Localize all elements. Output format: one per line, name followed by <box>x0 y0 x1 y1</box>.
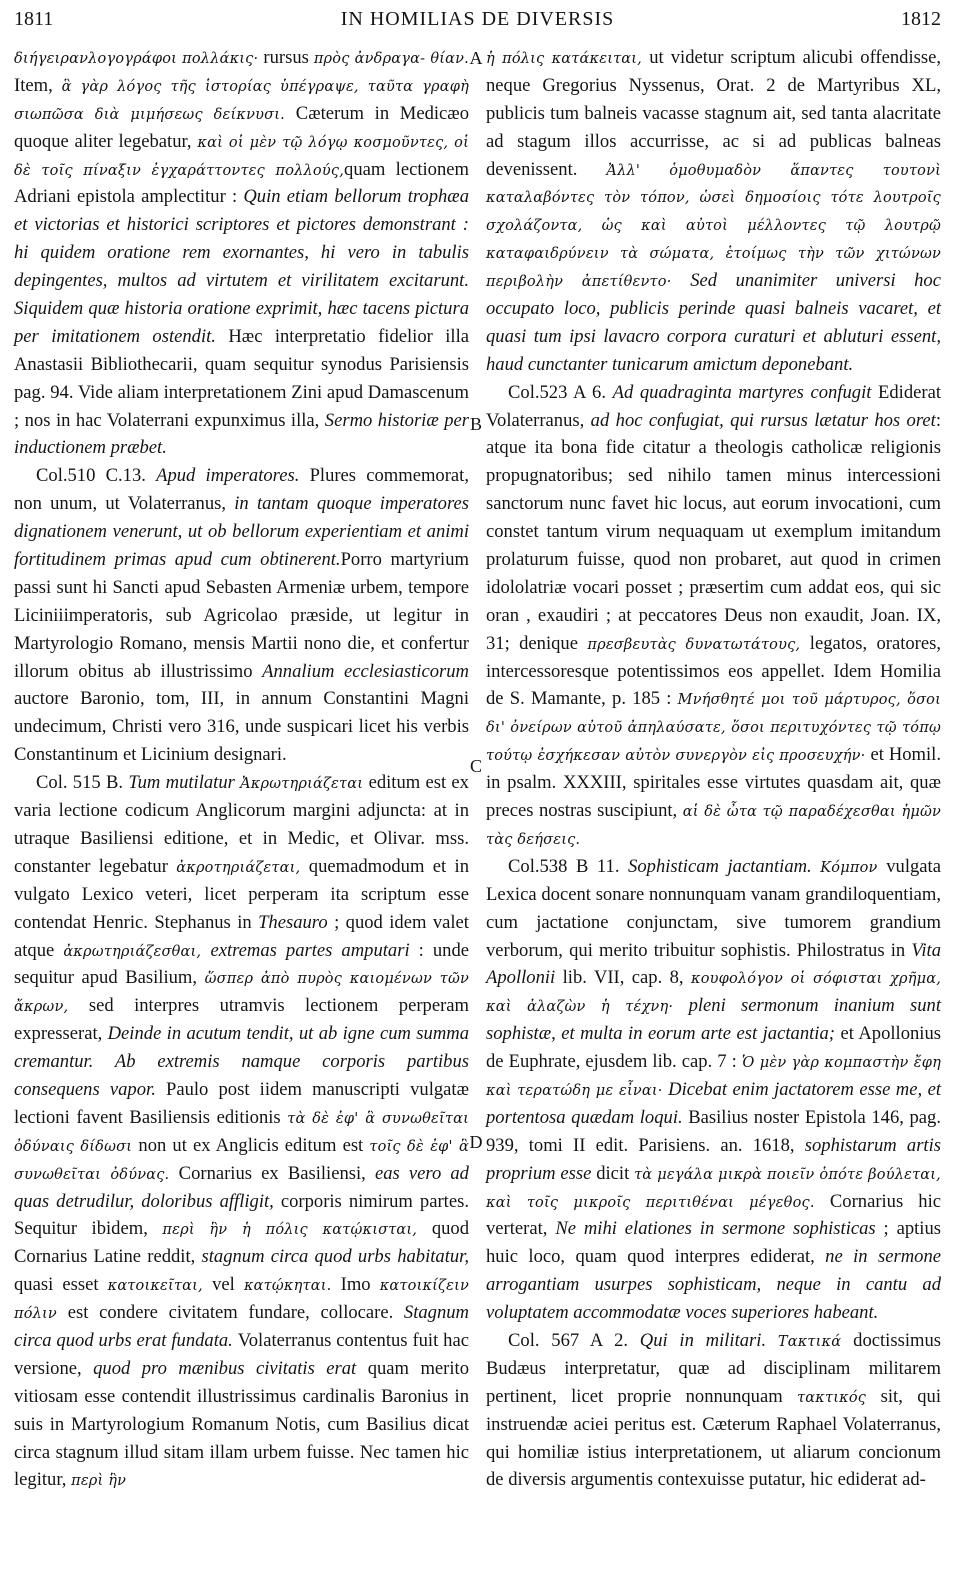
text-run: et Apollonius de Euphrate, ejusdem lib. cap. 7 : <box>486 1023 941 1073</box>
text-run: Item, <box>14 74 62 96</box>
text-run: : unde sequitur apud Basilium, <box>14 939 470 989</box>
text-run: legatos, oratores, intercessoresque potentissimos eos appellet. Idem Homilia de S. Mamante, p. 185 : <box>486 632 941 710</box>
margin-letter-d: D <box>469 1132 483 1152</box>
italic-text: Ne mihi elationes in sermone sophisticas <box>555 1218 884 1240</box>
text-run: editum est ex varia lectione codicum Anglicorum margini adjuncta: at in utraque Basiliensi editione, et in Medic, et Olivar. mss. constanter legebatur <box>14 772 469 877</box>
margin-letter-c: C <box>469 756 482 776</box>
margin-letter-a: A <box>469 48 483 68</box>
greek-text: Κόμπον <box>820 859 887 876</box>
text-run: et Homil. in psalm. XXXIII, spiritales esse virtutes quasdam ait, quæ preces nostras suscipiunt, <box>486 744 941 822</box>
margin-letter-b: B <box>469 414 482 434</box>
text-run: vulgata Lexica docent sonare nonnunquam vanam grandiloquentiam, cum jactatione conjunctam, sive tumorem grandium verborum, qui merito tribuitur sophistis. Philostratus in <box>486 855 941 961</box>
text-run: Basilius noster Epistola 146, pag. 939, tomi II edit. Parisiens. an. 1618, <box>486 1106 941 1156</box>
text-run: Imo <box>340 1274 380 1296</box>
paragraph <box>14 462 469 769</box>
greek-text: ἡ πόλις κατάκειται, <box>486 51 650 67</box>
text-run: Col. 567 A 2. <box>508 1329 640 1351</box>
italic-text: in tantam quoque imperatores dignationem venerunt, ut ob bellorum experientiam et animi fortitudinem primas apud cum obtinerent. <box>14 493 469 571</box>
page-header <box>14 6 941 32</box>
greek-text: κατοικίζειν πόλιν <box>14 1278 469 1323</box>
paragraph <box>486 44 941 379</box>
italic-text: Tum mutilatur <box>128 772 241 794</box>
italic-text: ad hoc confugiat, qui rursus lætatur hos oret <box>590 409 936 431</box>
greek-text: αἱ δὲ ὦτα τῷ παραδέχεσθαι ἡμῶν τὰς δεήσεις. <box>486 804 941 848</box>
greek-text: τοῖς δὲ ἐφ' ἃ συνωθεῖται ὀδύνας. <box>14 1138 469 1183</box>
greek-text: κατῴκηται. <box>243 1278 341 1295</box>
greek-text: Ἀκρωτηριάζεται <box>240 776 369 793</box>
greek-text: ἃ γὰρ λόγος τῆς ἱστορίας ὑπέγραψε, ταῦτα γραφὴ σιωπῶσα διὰ μιμήσεως δείκνυσι. <box>14 78 469 123</box>
paragraph <box>486 379 941 853</box>
greek-text: διήγειρανλογογράφοι πολλάκις· <box>14 51 264 67</box>
greek-text: περὶ ἣν ἡ πόλις κατῴκισται, <box>162 1222 432 1239</box>
text-run: Cornarius hic verterat, <box>486 1190 941 1240</box>
text-run: Plures commemorat, non unum, ut Volaterranus, <box>14 465 469 515</box>
greek-text: ἀκροτηριάζεται, <box>176 859 309 876</box>
italic-text: ne in sermone arrogantiam usurpes sophisticam, neque in cantu ad voluptatem accommodatæ voces superiores habeant. <box>486 1246 941 1324</box>
text-run: ut videtur scriptum alicubi offendisse, neque Gregorius Nyssenus, Orat. 2 de Martyribus XL, publicis tum balneis vacasse stagnum ait, sed tanta alacritate ad stagum illos accurrisse, ac si ad publicas balneas devenissent. <box>486 47 941 180</box>
greek-text: καὶ οἱ μὲν τῷ λόγῳ κοσμοῦντες, οἱ δὲ τοῖς πίναξιν ἐγχαράττοντες πολλούς, <box>14 134 469 179</box>
italic-text: Stagnum circa quod urbs erat fundata. <box>14 1302 469 1351</box>
text-run: vel <box>212 1274 244 1296</box>
text-run: quam lectionem Adriani epistola amplectitur : <box>14 158 469 208</box>
italic-text: Sophisticam jactantiam. <box>628 855 821 877</box>
paragraph <box>486 853 941 1327</box>
text-run: Col.538 B 11. <box>508 855 629 877</box>
text-run: corporis nimirum partes. Sequitur ibidem, <box>14 1190 469 1240</box>
italic-text: Vita Apollonii <box>486 939 941 989</box>
text-run: dicit <box>596 1162 635 1184</box>
text-run: ; aptius huic loco, quam quod interpres ediderat, <box>486 1218 942 1268</box>
italic-text: extremas partes amputari <box>210 939 419 961</box>
italic-text: Quin etiam bellorum trophæa et victorias et historici scriptores et pictores demonstrant : hi quidem oratione rem exornantes, hi vero in tabulis depingentes, multos ad virtutem et virilitatem excitarunt. Siquidem quæ historia oratione exprimit, hæc tacens pictura per imitationem ostendit. <box>14 186 469 347</box>
text-run: est condere civitatem fundare, collocare. <box>67 1302 404 1324</box>
text-run: quam merito vitiosam esse contendit illustrissimus cardinalis Baronius in suis in Martyrologium Romanum Notis, cum Basilius dicat circa stagnum illud sitam illam urbem fuisse. Nec tamen hic legitur, <box>14 1357 469 1491</box>
text-run: Porro martyrium passi sunt hi Sancti apud Sebasten Armeniæ urbem, tempore Liciniiimperatoris, sub Agricolao præside, ut legitur in Martyrologio Romano, mensis Martii nono die, et confertur illorum obitus ab illustrissimo <box>14 549 469 682</box>
text-run: Col. 515 B. <box>36 772 129 794</box>
text-run: Paulo post iidem manuscripti vulgatæ lectioni favent Basiliensis editionis <box>14 1078 469 1128</box>
text-run: lib. VII, cap. 8, <box>562 967 691 989</box>
text-run: auctore Baronio, tom, III, in annum Constantini Magni undecimum, Christi vero 316, unde suspicari licet his verbis Constantinum et Licinium designari. <box>14 688 469 766</box>
italic-text: Sed unanimiter universi hoc occupato loco, publicis perinde quasi balneis vacaret, et quasi tum ipsi lavacro corpora curaturi et abluturi essent, haud cunctanter tunicarum amictum deponebant. <box>486 270 941 375</box>
italic-text: Apud imperatores. <box>156 465 310 487</box>
italic-text: eas vero ad quas detrudilur, doloribus affligit, <box>14 1162 469 1212</box>
greek-text: τακτικός <box>797 1389 881 1406</box>
italic-text: Deinde in acutum tendit, ut ab igne cum summa cremantur. Ab extremis namque corporis partibus consequens vapor. <box>14 1023 469 1100</box>
greek-text: θίαν. <box>425 51 469 67</box>
italic-text: Annalium ecclesiasticorum <box>262 660 469 682</box>
paragraph <box>14 44 469 462</box>
text-run: rursus <box>263 47 314 68</box>
italic-text: Ad quadraginta martyres confugit <box>612 381 879 403</box>
running-title: IN HOMILIAS DE DIVERSIS <box>340 8 615 30</box>
paragraph <box>486 1327 941 1494</box>
italic-text: Sermo historiæ per inductionem præbet. <box>14 409 470 459</box>
right-column <box>486 44 941 1494</box>
italic-text: Qui in militari. <box>639 1329 778 1351</box>
text-run: Hæc interpretatio fidelior illa Anastasii Bibliothecarii, quam sequitur synodus Parisiensis pag. 94. Vide aliam interpretationem Zini apud Damascenum ; nos in hac Volaterrani expunximus illa, <box>14 325 469 431</box>
left-column <box>14 44 469 1494</box>
greek-text: Ἀλλ' ὁμοθυμαδὸν ἅπαντες τουτονὶ καταλαβόντες τὸν τόπον, ὡσεὶ δημοσίοις τότε λουτροῖς σχολάζοντα, ὡς καὶ αὐτοὶ μέλλοντες τῷ λουτρῷ καταφαιδρύνειν τὰ σώματα, ἑτοίμως τὴν τῶν χιτώνων περιβολὴν ἀπετίθεντο· <box>486 162 941 291</box>
text-run: : atque ita bona fide citatur a theologis catholicæ religionis propugnatoribus; sed nihilo tamen minus intercessioni sanctorum nunc favet hic locus, aut eorum invocationi, cum constet tantum virum nequaquam ut exemplum imitandum prolaturum fuisse, quod non probaret, aut quod in crimen idololatriæ vocari posset ; præsertim cum addat eos, qui sic oran , exaudiri ; at peccatores Deus non exaudit, Joan. IX, 31; denique <box>486 409 941 654</box>
greek-text: περὶ ἣν <box>71 1473 127 1490</box>
text-run: quasi esset <box>14 1274 108 1296</box>
italic-text: sophistarum artis proprium esse <box>486 1134 941 1184</box>
paragraph <box>14 769 469 1494</box>
greek-text: Τακτικά <box>777 1333 854 1350</box>
greek-text: κατοικεῖται, <box>107 1278 213 1295</box>
greek-text: κουφολόγον οἱ σόφισται χρῆμα, καὶ ἀλαζὼν ἡ τέχνη· <box>486 971 942 1016</box>
right-column-number: 1812 <box>901 8 941 30</box>
text-run: Cæterum in Medicæo quoque aliter legebatur, <box>14 102 469 152</box>
text-run: Volaterranus contentus fuit hac versione, <box>14 1329 469 1379</box>
greek-text: Μνήσθητέ μοι τοῦ μάρτυρος, ὅσοι δι' ὀνείρων αὐτοῦ ἀπηλαύσατε, ὅσοι περιτυχόντες τῷ τόπῳ τούτῳ ἐσχήκεσαν αὐτὸν συνεργὸν εἰς προσευχήν· <box>486 692 941 765</box>
greek-text: πρεσβευτὰς δυνατωτάτους, <box>587 636 810 653</box>
greek-text: πρὸς ἀνδραγα- <box>313 51 426 67</box>
text-run: non ut ex Anglicis editum est <box>138 1134 370 1156</box>
text-run: doctissimus Budæus interpretatur, quæ ad disciplinam militarem pertinent, licet proprie nonnunquam <box>486 1329 941 1407</box>
greek-text: ἀκρωτηριάζεσθαι, <box>63 943 211 960</box>
italic-text: Dicebat enim jactatorem esse me, et portentosa quædam loqui. <box>486 1078 941 1128</box>
text-run: Cornarius ex Basiliensi, <box>178 1162 375 1184</box>
text-run: Ediderat Volaterranus, <box>486 381 942 431</box>
text-run: ; quod idem valet atque <box>14 911 469 961</box>
greek-text: ὥσπερ ἀπὸ πυρὸς καιομένων τῶν ἄκρων, <box>14 971 469 1016</box>
text-run: Col.523 A 6. <box>508 381 613 403</box>
greek-text: τὰ δὲ ἐφ' ἃ συνωθεῖται ὀδύναις δίδωσι <box>14 1110 470 1155</box>
text-run: quod Cornarius Latine reddit, <box>14 1218 469 1268</box>
italic-text: quod pro mænibus civitatis erat <box>93 1357 368 1379</box>
text-run: Col.510 C.13. <box>36 465 157 487</box>
text-run: sed interpres utramvis lectionem perperam expresserat, <box>14 995 469 1045</box>
left-column-number: 1811 <box>14 8 54 30</box>
italic-text: Thesauro <box>258 911 335 933</box>
text-run: sit, qui instruendæ aciei peritus est. Cæterum Raphael Volaterranus, qui homiliæ istius interpretationem, ut aliarum concionum de diversis argumentis contexuisse putatur, hic ediderat ad- <box>486 1385 941 1491</box>
greek-text: τὰ μεγάλα μικρὰ ποιεῖν ὁπότε βούλεται, καὶ τοῖς μικροῖς περιτιθέναι μέγεθος. <box>486 1166 941 1211</box>
text-run: quemadmodum et in vulgato Lexico veteri, licet perperam ita scriptum esse contendat Henric. Stephanus in <box>14 855 469 933</box>
italic-text: pleni sermonum inanium sunt sophistæ, et multa in eorum arte est jactantia; <box>486 995 941 1045</box>
italic-text: stagnum circa quod urbs habitatur, <box>201 1246 469 1268</box>
greek-text: Ὁ μὲν γὰρ κομπαστὴν ἔφη καὶ τερατώδη με εἶναι· <box>486 1055 941 1099</box>
